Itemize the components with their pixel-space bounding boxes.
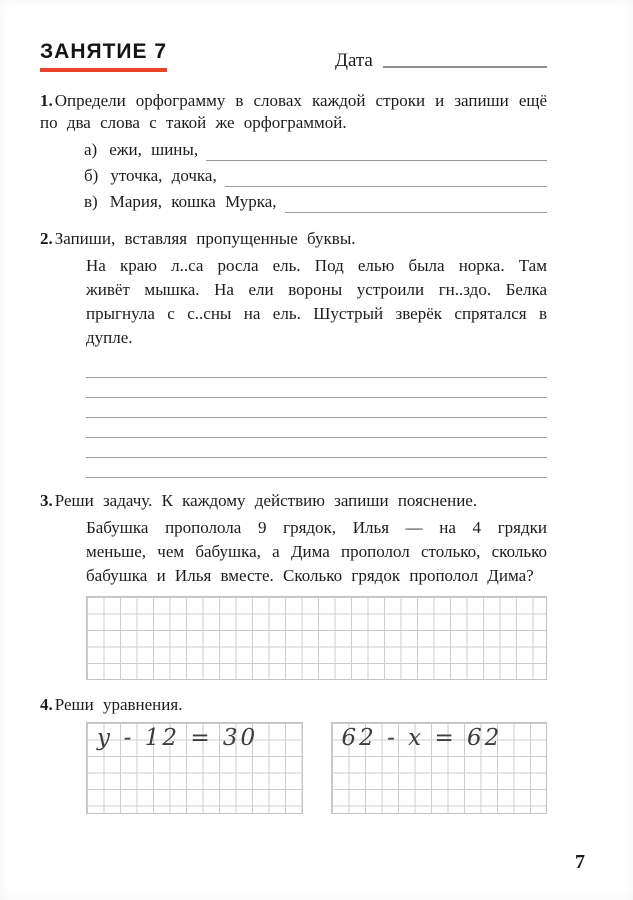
item-marker: б) [84,166,99,185]
task-4-number: 4. [40,695,53,714]
answer-blank-line [285,212,547,213]
task-1-number: 1. [40,91,53,110]
task-1-heading [40,90,547,134]
lesson-title-block [40,40,167,72]
writing-line [86,438,547,458]
handwritten-equation-1: у - 12 = 30 [97,725,259,751]
task-1-item-b [84,166,547,192]
writing-line [86,398,547,418]
item-words: ежи, шины, [109,140,199,159]
task-2-passage: На краю л..са росла ель. Под елью была норка. Там живёт мышка. На ели вороны устроили гн..здо. Белка прыгнула с с..сны на ель. Шустрый зверёк спрятался в дупле. [86,256,547,347]
answer-blank-line [206,160,547,161]
page-number: 7 [575,851,585,873]
item-marker: а) [84,140,98,159]
task-2 [40,228,547,478]
task-3-squared-grid [86,596,547,680]
task-2-instruction: Запиши, вставляя пропущенные буквы. [54,229,356,248]
item-marker: в) [84,192,98,211]
writing-line [86,378,547,398]
handwritten-equation-2: 62 - х = 62 [341,725,503,751]
date-label: Дата [335,50,373,71]
task-2-number: 2. [40,229,53,248]
writing-line [86,358,547,378]
task-4-heading [40,694,547,716]
task-2-writing-lines [86,358,547,478]
task-1-items [84,140,547,218]
task-1-item-v [84,192,547,218]
item-words: Мария, кошка Мурка, [109,192,277,211]
page-header [40,40,547,72]
task-2-heading [40,228,547,250]
writing-line [86,458,547,478]
equation-grid-left [86,722,303,814]
lesson-title: ЗАНЯТИЕ 7 [40,40,168,63]
date-blank-line [383,66,547,68]
equation-grid-right [331,722,548,814]
task-3-heading [40,490,547,512]
task-1 [40,90,547,218]
writing-line [86,418,547,438]
answer-blank-line [225,186,547,187]
task-3 [40,490,547,680]
task-4-grids [86,722,547,814]
task-3-number: 3. [40,491,53,510]
task-4-instruction: Реши уравнения. [54,695,183,714]
date-block [335,50,547,72]
task-1-instruction: Определи орфограмму в словах каждой строки и запиши ещё по два слова с такой же орфограммой. [40,91,547,132]
task-4 [40,694,547,814]
task-1-item-a [84,140,547,166]
task-3-instruction: Реши задачу. К каждому действию запиши пояснение. [54,491,478,510]
task-3-passage: Бабушка прополола 9 грядок, Илья — на 4 грядки меньше, чем бабушка, а Дима прополол столько, сколько бабушка и Илья вместе. Сколько грядок прополол Дима? [86,518,547,585]
title-underline [40,68,167,72]
item-words: уточка, дочка, [110,166,217,185]
